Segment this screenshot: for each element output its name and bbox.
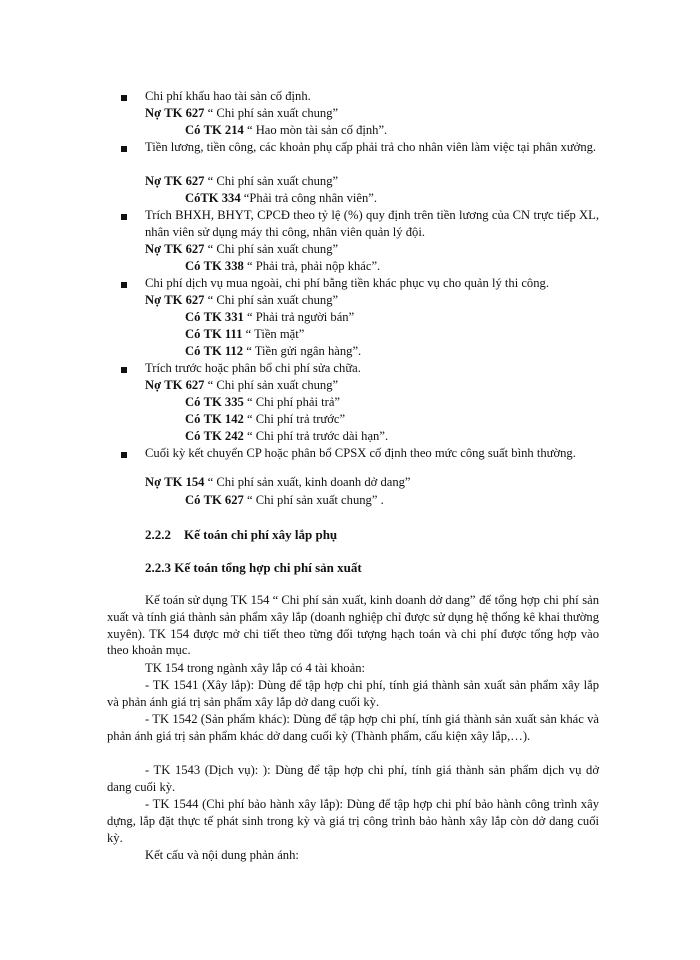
- entry-side: Có: [185, 327, 201, 341]
- entry-side: Nợ: [145, 293, 162, 307]
- entry-description: “ Tiền mặt”: [245, 327, 305, 341]
- entry-account: 334: [218, 191, 241, 205]
- credit-entry: [185, 394, 340, 411]
- entry-description: “ Chi phí sản xuất chung”: [207, 174, 339, 188]
- paragraph-tk1541: - TK 1541 (Xây lắp): Dùng để tập hợp chi phí, tính giá thành sản xuất sản phẩm xây lắp và phản ánh giá trị sản phẩm xây lắp dở dang cuối kỳ.: [107, 678, 599, 709]
- bullet-text: Chi phí dịch vụ mua ngoài, chi phí bằng tiền khác phục vụ cho quản lý thi công.: [145, 276, 549, 290]
- entry-account: TK 627: [164, 242, 205, 256]
- entry-side: Nợ: [145, 242, 162, 256]
- bullet-marker: [121, 146, 127, 152]
- paragraph-tk154-intro: [107, 592, 599, 659]
- entry-side: Có: [185, 429, 201, 443]
- entry-account: TK 154: [164, 475, 205, 489]
- debit-entry: [145, 292, 338, 309]
- entry-side: Nợ: [145, 378, 162, 392]
- entry-description: “ Tiền gửi ngân hàng”.: [246, 344, 362, 358]
- bullet-text: Trích trước hoặc phân bổ chi phí sửa chữa.: [145, 361, 361, 375]
- paragraph-tk1544: - TK 1544 (Chi phí bảo hành xây lắp): Dùng để tập hợp chi phí bảo hành công trình xây dựng, lắp đặt thực tế phát sinh trong kỳ và giá trị công trình bảo hành xây lắp còn dở dang cuối kỳ.: [107, 797, 599, 845]
- entry-account: TK 627: [164, 106, 205, 120]
- entry-description: “ Chi phí trả trước dài hạn”.: [246, 429, 389, 443]
- entry-side: Nợ: [145, 174, 162, 188]
- credit-entry: [185, 492, 384, 509]
- debit-entry: [145, 474, 411, 491]
- entry-side: Có: [185, 123, 201, 137]
- debit-entry: [145, 105, 338, 122]
- credit-entry: [185, 122, 387, 139]
- paragraph-body: để tổng hợp chi phí sản xuất và tính giá thành sản phẩm xây lắp (doanh nghiệp chỉ được sử dụng hệ thống kê khai thường xuyên). TK 154 được mở chi tiết theo từng đối tượng hạch toán và chi phí được tổng hợp vào theo khoản mục.: [107, 593, 599, 658]
- entry-side: Có: [185, 493, 201, 507]
- entry-description: “Phải trả công nhân viên”.: [243, 191, 378, 205]
- entry-account: TK 627: [164, 174, 205, 188]
- entry-side: Có: [185, 395, 201, 409]
- bullet-text: Chi phí khấu hao tài sản cố định.: [145, 89, 311, 103]
- entry-description: “ Phải trả, phải nộp khác”.: [246, 259, 381, 273]
- paragraph-tk1542: - TK 1542 (Sản phẩm khác): Dùng để tập hợp chi phí, tính giá thành sản xuất sản khác và phản ánh giá trị sản phẩm khác dở dang cuối kỳ (Thành phẩm, cấu kiện xây lắp,…).: [107, 712, 599, 743]
- entry-description: “ Chi phí trả trước”: [246, 412, 346, 426]
- entry-account: TK 627: [203, 493, 244, 507]
- entry-description: “ Phải trả người bán”: [246, 310, 355, 324]
- bullet-text: Trích BHXH, BHYT, CPCĐ theo tỷ lệ (%) quy định trên tiền lương của CN trực tiếp XL, nhân viên sử dụng máy thi công, nhân viên quản lý đội.: [145, 208, 599, 239]
- entry-account: TK 242: [203, 429, 244, 443]
- entry-description: “ Chi phí sản xuất, kinh doanh dở dang”: [207, 475, 411, 489]
- bullet-marker: [121, 214, 127, 220]
- credit-entry: [185, 190, 377, 207]
- entry-account: TK 331: [203, 310, 244, 324]
- entry-account: TK 627: [164, 293, 205, 307]
- paragraph-lead: Kế toán sử dụng TK 154 “ Chi phí sản xuất, kinh doanh dở dang”: [145, 593, 476, 607]
- paragraph-structure: Kết cấu và nội dung phản ánh:: [145, 848, 299, 862]
- entry-side: Nợ: [145, 106, 162, 120]
- credit-entry: [185, 428, 388, 445]
- entry-account: TK 335: [203, 395, 244, 409]
- debit-entry: [145, 173, 338, 190]
- bullet-text: Tiền lương, tiền công, các khoản phụ cấp phải trả cho nhân viên làm việc tại phân xưởng.: [145, 140, 597, 154]
- entry-side: Có: [185, 412, 201, 426]
- entry-description: “ Chi phí sản xuất chung”: [207, 378, 339, 392]
- entry-account: TK 627: [164, 378, 205, 392]
- bullet-marker: [121, 452, 127, 458]
- paragraph-tk154-accounts: TK 154 trong ngành xây lắp có 4 tài khoản:: [145, 661, 365, 675]
- bullet-marker: [121, 95, 127, 101]
- entry-account: TK 338: [203, 259, 244, 273]
- credit-entry: [185, 326, 304, 343]
- bullet-marker: [121, 367, 127, 373]
- entry-account: TK 112: [203, 344, 244, 358]
- entry-side: Có: [185, 259, 201, 273]
- entry-side: CóTK: [185, 191, 219, 205]
- debit-entry: [145, 241, 338, 258]
- entry-side: Có: [185, 344, 201, 358]
- entry-account: TK 214: [203, 123, 244, 137]
- section-heading-2-2-3: 2.2.3 Kế toán tổng hợp chi phí sản xuất: [145, 560, 362, 575]
- credit-entry: [185, 309, 354, 326]
- bullet-marker: [121, 282, 127, 288]
- entry-account: TK 142: [203, 412, 244, 426]
- section-heading-2-2-2: 2.2.2 Kế toán chi phí xây lắp phụ: [145, 527, 338, 542]
- debit-entry: [145, 377, 338, 394]
- entry-description: “ Hao mòn tài sản cố định”.: [246, 123, 388, 137]
- entry-description: “ Chi phí sản xuất chung”: [207, 293, 339, 307]
- bullet-text: Cuối kỳ kết chuyển CP hoặc phân bổ CPSX cố định theo mức công suất bình thường.: [145, 446, 576, 460]
- entry-account: TK 111: [203, 327, 243, 341]
- entry-description: “ Chi phí sản xuất chung” .: [246, 493, 384, 507]
- paragraph-tk1543: - TK 1543 (Dịch vụ): ): Dùng để tập hợp chi phí, tính giá thành sản phẩm dịch vụ dở dang cuối kỳ.: [107, 763, 599, 794]
- entry-description: “ Chi phí sản xuất chung”: [207, 106, 339, 120]
- entry-side: Có: [185, 310, 201, 324]
- credit-entry: [185, 343, 361, 360]
- credit-entry: [185, 258, 380, 275]
- entry-description: “ Chi phí sản xuất chung”: [207, 242, 339, 256]
- entry-description: “ Chi phí phải trả”: [246, 395, 340, 409]
- entry-side: Nợ: [145, 475, 162, 489]
- credit-entry: [185, 411, 345, 428]
